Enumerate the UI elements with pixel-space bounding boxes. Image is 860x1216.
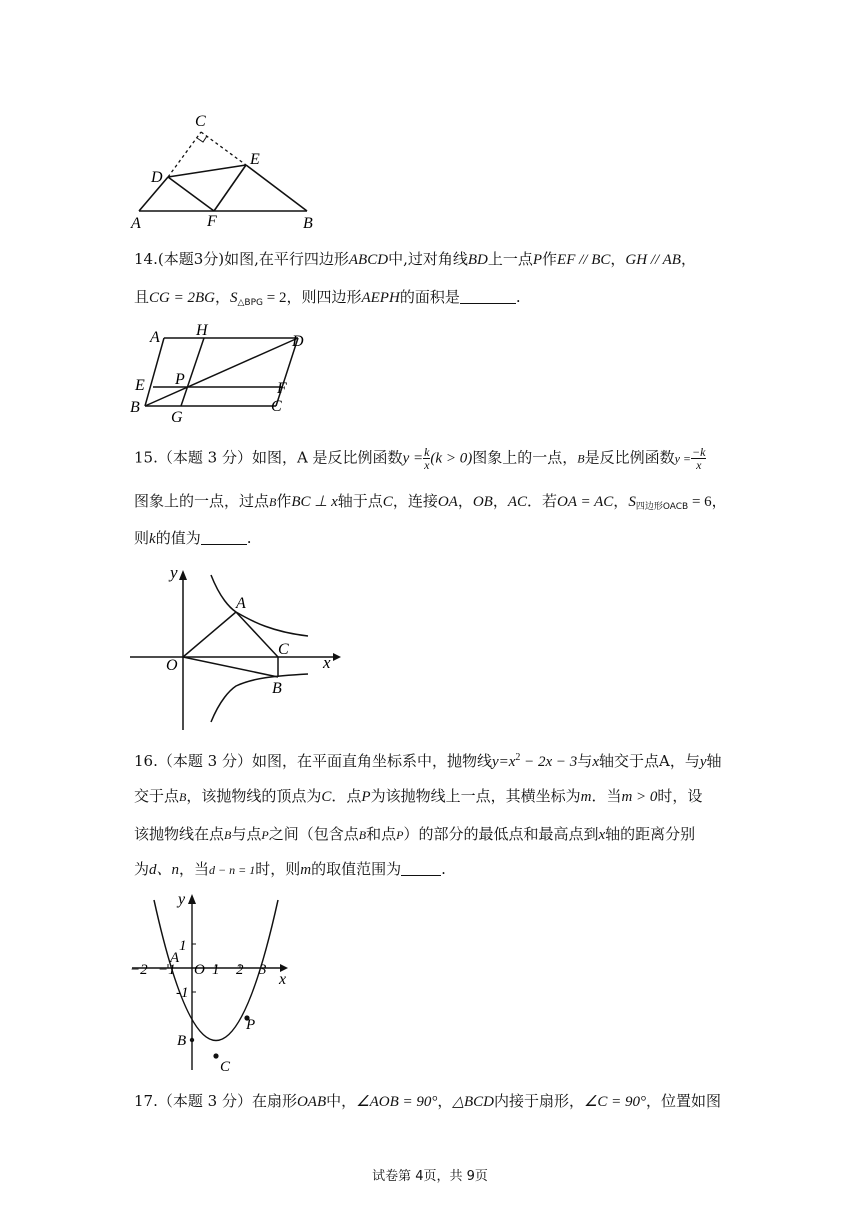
figure-15-hyperbola <box>128 560 343 735</box>
question-16-line-1: 16.（本题 3 分）如图，在平面直角坐标系中，抛物线$y=x^2 - 2x - 3$与x轴交于点A，与y轴 <box>134 752 722 770</box>
label-A: A <box>131 215 141 232</box>
label-A: A <box>150 329 160 346</box>
label-C: C <box>271 398 282 415</box>
label-O: O <box>166 657 178 674</box>
question-16-line-3: 该抛物线在点B与点P之间（包含点B和点P）的部分的最低点和最高点到x轴的距离分别 <box>134 825 696 843</box>
label-D: D <box>292 333 304 350</box>
label-E: E <box>250 151 260 168</box>
answer-blank-15[interactable] <box>201 530 247 545</box>
label-B: B <box>272 680 282 697</box>
tick-y-minus1: -1 <box>176 985 189 1001</box>
label-B: B <box>303 215 313 232</box>
question-17-line-1: 17.（本题 3 分）在扇形OAB中，∠AOB = 90°，△BCD内接于扇形，∠C = 90°，位置如图 <box>134 1092 722 1110</box>
label-A: A <box>236 595 246 612</box>
answer-blank-16[interactable] <box>401 861 441 876</box>
axis-label-x: x <box>279 971 287 988</box>
answer-blank-14[interactable] <box>460 289 516 304</box>
label-B: B <box>130 399 140 416</box>
point-C <box>213 1053 218 1058</box>
label-P: P <box>175 371 185 388</box>
tick-y-1: 1 <box>179 938 187 954</box>
point-B <box>190 1038 194 1042</box>
figure-16-parabola <box>128 890 298 1075</box>
page-footer: 试卷第 4页，共 9页 <box>372 1169 488 1184</box>
question-14-line-1: 14.(本题3分)如图,在平行四边形ABCD中,过对角线BD上一点P作EF // BC，GH // AB， <box>134 250 696 268</box>
label-G: G <box>171 409 183 425</box>
label-F: F <box>277 380 287 397</box>
question-15-line-1: 15.（本题 3 分）如图，A 是反比例函数y = $\frac{k}{x}$ (k > 0)图象上的一点，B是反比例函数y = $\frac{-k}{x}$ <box>134 445 706 472</box>
label-B: B <box>177 1033 187 1049</box>
label-C: C <box>278 641 289 658</box>
label-F: F <box>207 213 217 230</box>
axis-label-y: y <box>170 563 178 582</box>
question-15-line-2: 图象上的一点，过点B作BC ⊥ x轴于点C，连接OA，OB，AC．若OA = AC，$S_{四边形OACB} = 6$， <box>134 492 727 512</box>
label-O: O <box>194 962 205 978</box>
tick-x-2: 2 <box>236 962 244 978</box>
label-P: P <box>246 1017 256 1033</box>
question-15-line-3: 则k的值为 . <box>134 529 252 547</box>
figure-13-triangle <box>125 110 325 232</box>
label-A: A <box>170 950 180 966</box>
label-E: E <box>135 377 145 394</box>
figure-14-parallelogram <box>128 320 313 425</box>
label-H: H <box>196 322 208 339</box>
label-D: D <box>151 169 163 186</box>
tick-x-1: 1 <box>212 962 220 978</box>
tick-x-3: 3 <box>259 962 267 978</box>
label-C: C <box>195 113 206 130</box>
tick-x-minus2: −2 <box>130 962 148 978</box>
question-16-line-4: 为d、n，当d − n = 1时，则m的取值范围为 . <box>134 860 446 878</box>
question-16-line-2: 交于点B，该抛物线的顶点为C．点P为该抛物线上一点，其横坐标为m．当m > 0时，设 <box>134 787 703 805</box>
question-14-line-2: 且CG = 2BG，$S_{\triangle BPG} = 2$，则四边形AEPH的面积是 . <box>134 288 521 308</box>
axis-label-x: x <box>323 653 331 672</box>
label-C: C <box>220 1059 231 1075</box>
axis-label-y: y <box>178 891 186 908</box>
tick-x-minus1: −1 <box>158 962 176 978</box>
